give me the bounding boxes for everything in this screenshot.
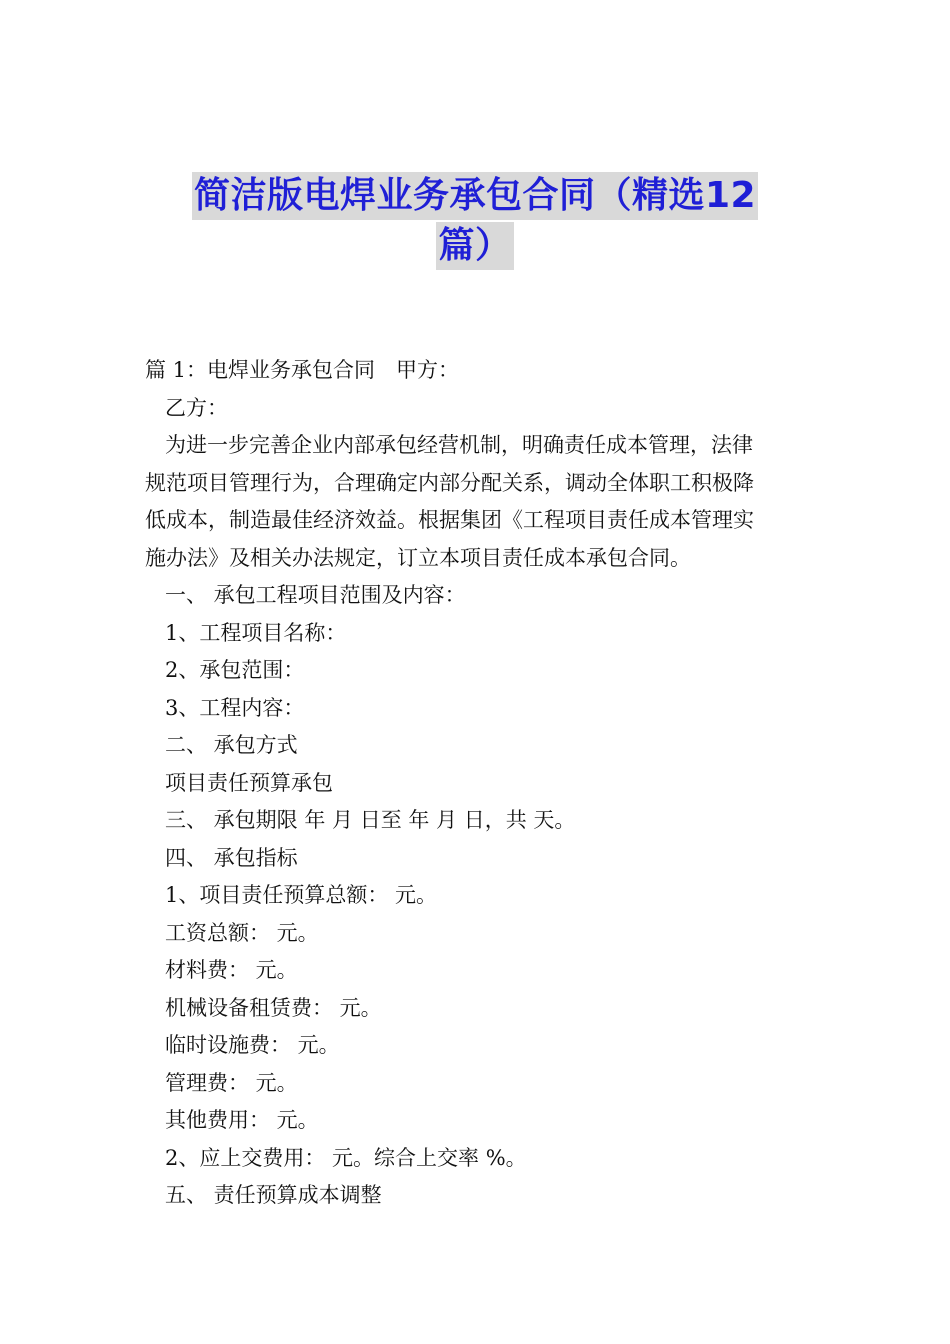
section-heading: 五、 责任预算成本调整 <box>165 1183 382 1207</box>
section-heading: 四、 承包指标 <box>165 845 298 870</box>
title-line-2: 篇） <box>436 222 513 270</box>
paragraph-line: 材料费： 元。 <box>165 958 298 982</box>
paragraph-line: 1、项目责任预算总额： 元。 <box>165 883 438 907</box>
paragraph-line: 施办法》及相关办法规定，订立本项目责任成本承包合同。 <box>145 545 691 570</box>
paragraph-line: 2、应上交费用： 元。综合上交率 %。 <box>165 1145 527 1170</box>
paragraph-line: 项目责任预算承包 <box>165 770 333 795</box>
paragraph-line: 低成本，制造最佳经济效益。根据集团《工程项目责任成本管理实 <box>145 508 754 532</box>
paragraph-line: 3、工程内容： <box>165 695 305 720</box>
document-title <box>0 172 950 272</box>
paragraph-line: 临时设施费： 元。 <box>165 1033 340 1057</box>
section-heading: 一、 承包工程项目范围及内容： <box>165 583 466 607</box>
paragraph-line: 篇 1：电焊业务承包合同 甲方： <box>145 358 460 382</box>
paragraph-line: 其他费用： 元。 <box>165 1108 319 1132</box>
paragraph-line: 规范项目管理行为，合理确定内部分配关系，调动全体职工积极降 <box>145 470 754 495</box>
paragraph-line: 为进一步完善企业内部承包经营机制，明确责任成本管理，法律 <box>165 433 753 457</box>
paragraph-line: 2、承包范围： <box>165 658 305 682</box>
paragraph-line: 乙方： <box>165 395 228 420</box>
section-heading: 三、 承包期限 年 月 日至 年 月 日，共 天。 <box>165 808 576 832</box>
title-line-1: 简洁版电焊业务承包合同（精选12 <box>192 172 758 220</box>
paragraph-line: 工资总额： 元。 <box>165 920 319 945</box>
paragraph-line: 管理费： 元。 <box>165 1070 298 1095</box>
section-heading: 二、 承包方式 <box>165 733 298 757</box>
document-body <box>145 352 815 1215</box>
paragraph-line: 机械设备租赁费： 元。 <box>165 995 382 1020</box>
paragraph-line: 1、工程项目名称： <box>165 620 347 645</box>
